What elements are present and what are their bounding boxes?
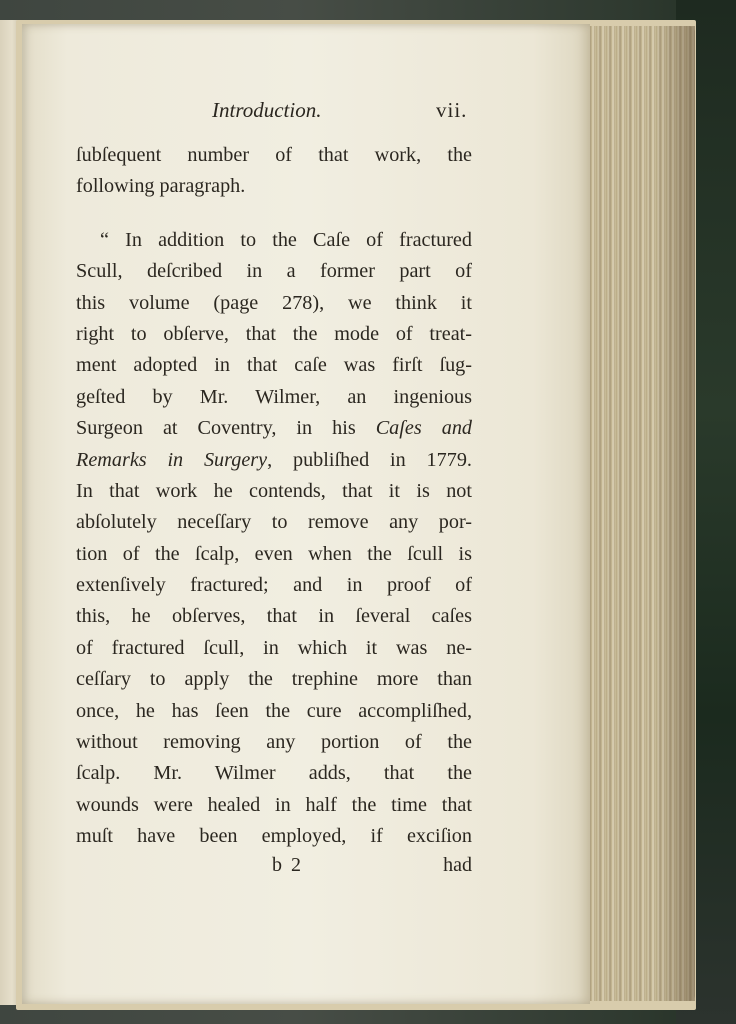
text-line: muſt have been employed, if exciſion — [76, 825, 472, 848]
text-line: geſted by Mr. Wilmer, an ingenious — [76, 385, 472, 408]
running-title: Introduction. — [212, 98, 322, 122]
text-line: ſubſequent number of that work, the — [76, 144, 472, 166]
paragraph-gap — [76, 203, 472, 225]
text-line: ceſſary to apply the trephine more than — [76, 668, 472, 691]
text-line: right to obſerve, that the mode of treat- — [76, 322, 472, 345]
page-number: vii. — [436, 98, 468, 122]
text-line: this, he obſerves, that in ſeveral caſes — [76, 605, 472, 628]
text-line: wounds were healed in half the time that — [76, 793, 472, 816]
text-line: Scull, deſcribed in a former part of — [76, 260, 472, 283]
text-fragment: Surgeon at Coventry, in his — [76, 417, 376, 440]
text-line — [76, 413, 472, 444]
catchword: had — [443, 854, 472, 876]
book-page — [22, 24, 590, 1004]
text-line: following paragraph. — [76, 175, 246, 198]
text-line: this volume (page 278), we think it — [76, 291, 472, 314]
text-line: ment adopted in that caſe was firſt ſug- — [76, 354, 472, 377]
text-fragment: , publiſhed in 1779. — [267, 448, 472, 471]
text-line: “ In addition to the Caſe of fractured — [100, 228, 472, 251]
page-footer — [76, 854, 472, 884]
text-line: ſcalp. Mr. Wilmer adds, that the — [76, 762, 472, 785]
page-edges — [585, 26, 695, 1001]
text-line — [76, 445, 472, 476]
text-line: once, he has ſeen the cure accompliſhed, — [76, 699, 472, 722]
italic-title: Remarks in Surgery — [76, 448, 268, 471]
text-line: extenſively fractured; and in proof of — [76, 574, 472, 597]
body-text — [76, 140, 472, 853]
page-header — [22, 98, 590, 128]
italic-title: Caſes and — [375, 417, 473, 440]
text-line: In that work he contends, that it is not — [76, 479, 472, 502]
signature-mark: b 2 — [272, 854, 303, 876]
text-line: abſolutely neceſſary to remove any por- — [76, 511, 472, 534]
text-line: without removing any portion of the — [76, 731, 472, 754]
text-line: tion of the ſcalp, even when the ſcull is — [76, 542, 472, 565]
text-line: of fractured ſcull, in which it was ne- — [76, 636, 472, 659]
